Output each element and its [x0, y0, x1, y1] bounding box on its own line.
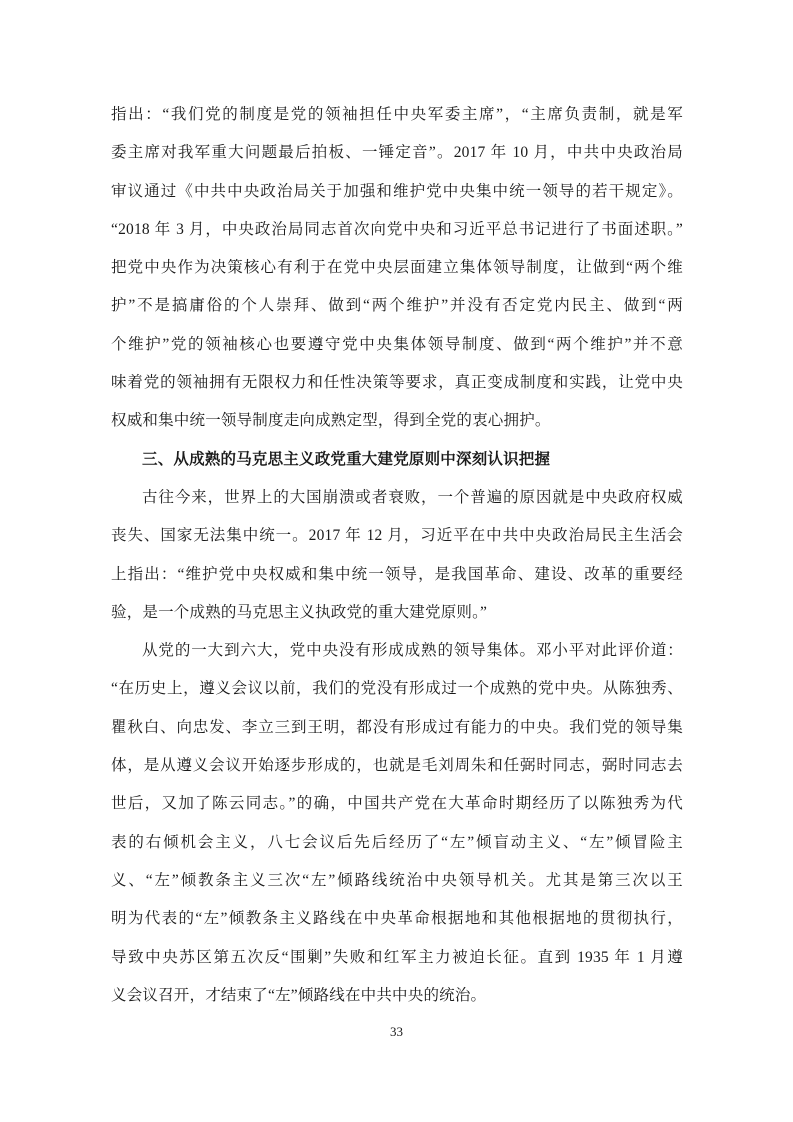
text-line: 上指出：“维护党中央权威和集中统一领导，是我国革命、建设、改革的重要经 [111, 565, 683, 583]
text-line: 味着党的领袖拥有无限权力和任性决策等要求，真正变成制度和实践，让党中央 [111, 374, 683, 392]
text-line: 护”不是搞庸俗的个人崇拜、做到“两个维护”并没有否定党内民主、做到“两 [111, 297, 683, 315]
text-line: “2018 年 3 月，中央政治局同志首次向党中央和习近平总书记进行了书面述职。” [111, 220, 683, 238]
text-line: 瞿秋白、向忠发、李立三到王明，都没有形成过有能力的中央。我们党的领导集 [111, 718, 683, 736]
text-line: 导致中央苏区第五次反“围剿”失败和红军主力被迫长征。直到 1935 年 1 月遵 [111, 948, 683, 966]
text-line: 丧失、国家无法集中统一。2017 年 12 月，习近平在中共中央政治局民主生活会 [111, 527, 683, 545]
text-line: 古往今来，世界上的大国崩溃或者衰败，一个普遍的原因就是中央政府权威 [142, 488, 683, 506]
text-line: 把党中央作为决策核心有利于在党中央层面建立集体领导制度，让做到“两个维 [111, 259, 683, 277]
text-line: 表的右倾机会主义，八七会议后先后经历了“左”倾盲动主义、“左”倾冒险主 [111, 833, 683, 851]
page-number: 33 [390, 1024, 403, 1039]
text-line: 验，是一个成熟的马克思主义执政党的重大建党原则。” [111, 603, 488, 621]
text-line: 指出：“我们党的制度是党的领袖担任中央军委主席”，“主席负责制，就是军 [111, 106, 683, 123]
text-line: 从党的一大到六大，党中央没有形成成熟的领导集体。邓小平对此评价道： [142, 642, 683, 660]
section-heading: 三、从成熟的马克思主义政党重大建党原则中深刻认识把握 [142, 450, 551, 468]
page-content [111, 96, 683, 1015]
text-line: 世后，又加了陈云同志。”的确，中国共产党在大革命时期经历了以陈独秀为代 [111, 795, 683, 813]
text-line: 义、“左”倾教条主义三次“左”倾路线统治中央领导机关。尤其是第三次以王 [111, 871, 683, 889]
text-line: 义会议召开，才结束了“左”倾路线在中共中央的统治。 [111, 986, 487, 1004]
text-line: 明为代表的“左”倾教条主义路线在中央革命根据地和其他根据地的贯彻执行， [111, 910, 683, 928]
text-line: 个维护”党的领袖核心也要遵守党中央集体领导制度、做到“两个维护”并不意 [111, 335, 683, 353]
text-line: “在历史上，遵义会议以前，我们的党没有形成过一个成熟的党中央。从陈独秀、 [111, 680, 683, 698]
text-line: 权威和集中统一领导制度走向成熟定型，得到全党的衷心拥护。 [111, 412, 551, 430]
text-line: 审议通过《中共中央政治局关于加强和维护党中央集中统一领导的若干规定》。 [111, 182, 683, 200]
text-line: 体，是从遵义会议开始逐步形成的，也就是毛刘周朱和任弼时同志，弼时同志去 [111, 757, 683, 775]
text-line: 委主席对我军重大问题最后拍板、一锤定音”。2017 年 10 月，中共中央政治局 [111, 144, 683, 162]
